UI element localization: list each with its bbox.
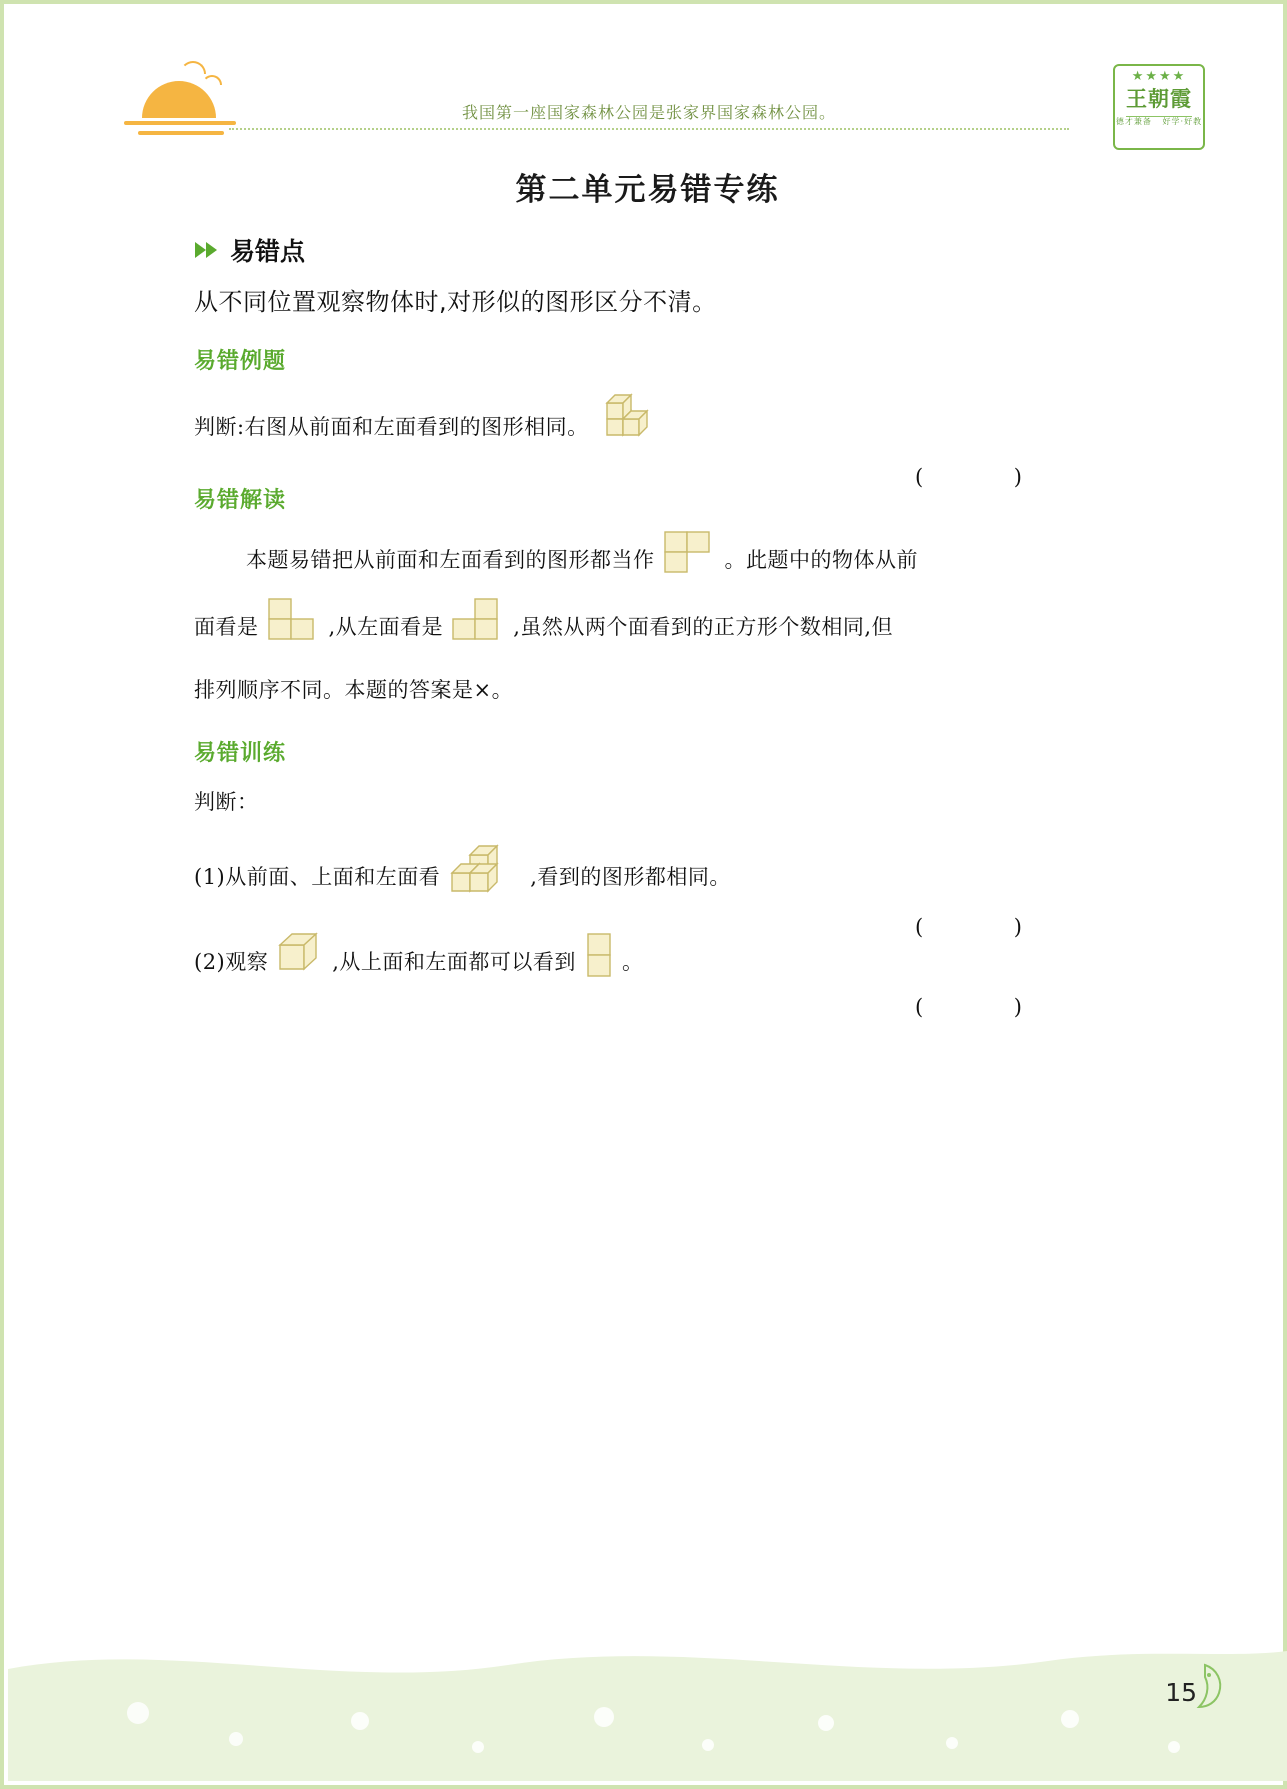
question-1-suffix: ,看到的图形都相同。 (530, 865, 731, 889)
question-2-middle: ,从上面和左面都可以看到 (332, 950, 576, 974)
flat-figure-step-right (661, 528, 719, 595)
training-label: 易错训练 (194, 741, 287, 766)
analysis-part-6: 排列顺序不同。本题的答案是×。 (194, 678, 514, 702)
page-number: 15 (1165, 1678, 1197, 1707)
example-label: 易错例题 (194, 349, 287, 374)
publisher-seal (1113, 64, 1205, 150)
double-arrow-icon (194, 240, 220, 260)
question-2-suffix: 。 (621, 950, 644, 974)
question-1-prefix: (1)从前面、上面和左面看 (194, 865, 441, 889)
section-heading-point-label: 易错点 (230, 237, 306, 266)
seal-brand: 王朝霞 (1126, 86, 1192, 111)
question-1-answer-blank[interactable]: ( ) (914, 915, 1064, 939)
sunrise-icon (124, 59, 234, 134)
analysis-part-5: ,虽然从两个面看到的正方形个数相同,但 (513, 615, 894, 639)
header-divider (229, 128, 1069, 130)
seal-sub-right: 好学·好教 (1162, 117, 1203, 126)
analysis-part-1: 本题易错把从前面和左面看到的图形都当作 (246, 548, 655, 572)
example-answer-blank[interactable]: ( ) (914, 465, 1064, 489)
footer-decoration (8, 1621, 1287, 1781)
question-2-row (194, 929, 1064, 1019)
analysis-text (194, 528, 1064, 718)
analysis-label: 易错解读 (194, 488, 287, 513)
analysis-part-4: ,从左面看是 (328, 615, 444, 639)
content-area (194, 232, 1064, 1019)
page-title: 第二单元易错专练 (515, 172, 780, 208)
solid-figure-three-cubes (446, 839, 524, 915)
flat-figure-two-stacked (582, 930, 616, 994)
question-1-row (194, 839, 1064, 939)
training-intro-text: 判断： (194, 790, 259, 814)
flat-figure-front-view (265, 595, 323, 662)
analysis-part-3: 面看是 (194, 615, 259, 639)
question-2-prefix: (2)观察 (194, 950, 269, 974)
example-row (194, 389, 1064, 489)
seal-sub-left: 德才兼备 (1115, 117, 1152, 126)
question-2-answer-blank[interactable]: ( ) (914, 995, 1064, 1019)
seal-stars: ★★★★ (1131, 69, 1187, 84)
header-note: 我国第一座国家森林公园是张家界国家森林公园。 (461, 103, 836, 122)
example-text: 判断:右图从前面和左面看到的图形相同。 (194, 415, 589, 439)
training-intro (194, 781, 1064, 823)
point-text: 从不同位置观察物体时,对形似的图形区分不清。 (194, 288, 717, 316)
solid-figure-single-cube (274, 929, 326, 995)
flat-figure-left-view (449, 595, 507, 662)
analysis-part-2: 。此题中的物体从前 (724, 548, 918, 572)
solid-figure-l-shape (595, 389, 659, 465)
section-heading-point (194, 232, 1064, 268)
